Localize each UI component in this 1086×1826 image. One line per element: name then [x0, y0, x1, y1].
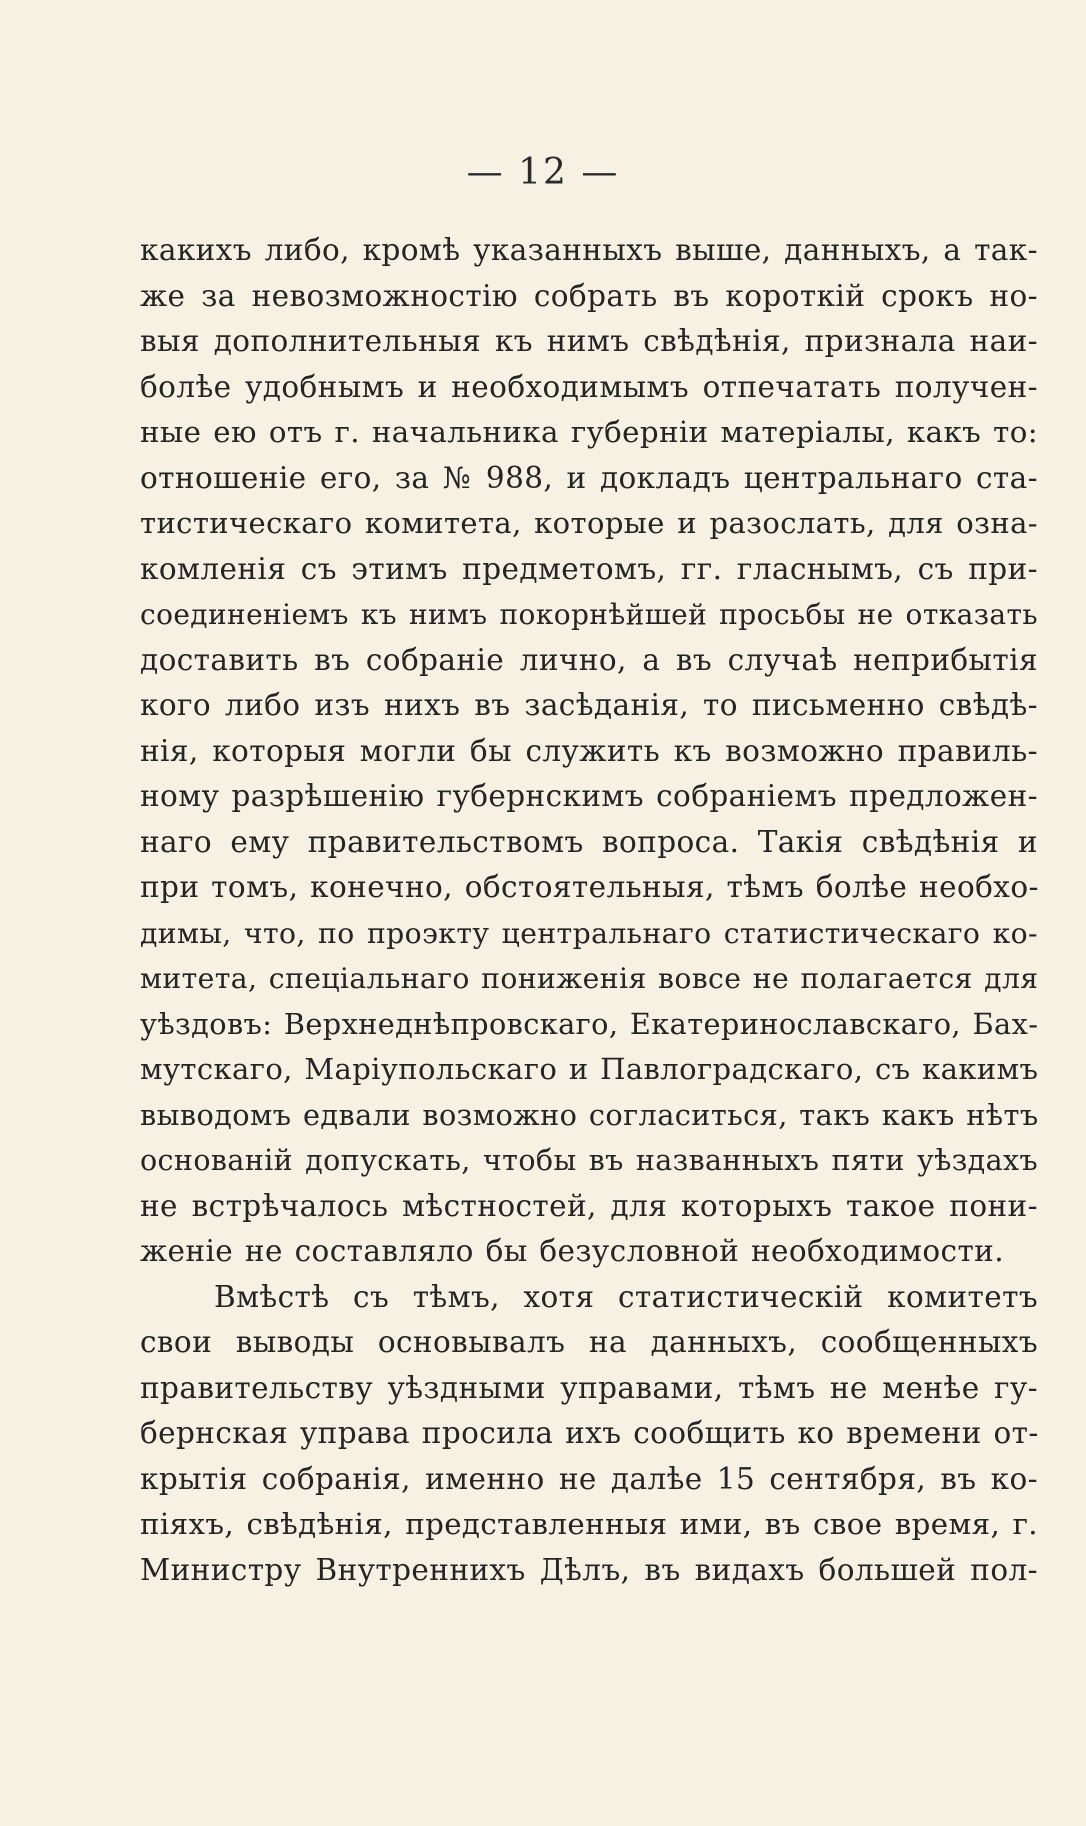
paragraph-1 [140, 228, 1038, 1275]
text-line: свои выводы основывалъ на данныхъ, сообщенныхъ [140, 1325, 1038, 1359]
text-line: уѣздовъ: Верхнеднѣпровскаго, Екатеринославскаго, Бах- [140, 1006, 1039, 1041]
text-line: димы, что, по проэкту центральнаго статистическаго ко- [140, 916, 1038, 950]
text-line: Министру Внутреннихъ Дѣлъ, въ видахъ большей пол- [140, 1552, 1038, 1587]
text-line: наго ему правительствомъ вопроса. Такія свѣдѣнія и [140, 824, 1038, 859]
text-line: комленія съ этимъ предметомъ, гг. гласнымъ, съ при- [140, 551, 1038, 586]
text-line: выя дополнительныя къ нимъ свѣдѣнія, признала наи- [140, 324, 1038, 358]
body-text [140, 228, 1038, 1593]
text-line: же за невозможностію собрать въ короткій срокъ но- [140, 278, 1038, 313]
page-number: — 12 — [466, 152, 620, 193]
text-line: правительству уѣздными управами, тѣмъ не менѣе гу- [140, 1370, 1038, 1405]
text-line: крытія собранія, именно не далѣе 15 сентября, въ ко- [140, 1461, 1038, 1496]
text-line: ные ею отъ г. начальника губерніи матеріалы, какъ то: [140, 415, 1038, 449]
text-line: при томъ, конечно, обстоятельныя, тѣмъ болѣе необхо- [140, 870, 1039, 904]
text-line: ному разрѣшенію губернскимъ собраніемъ предложен- [140, 779, 1038, 813]
text-line: тистическаго комитета, которые и разослать, для озна- [140, 506, 1038, 540]
text-line: соединеніемъ къ нимъ покорнѣйшей просьбы не отказать [140, 598, 1038, 631]
text-line: женіе не составляло бы безусловной необходимости. [140, 1234, 1004, 1268]
text-line: нія, которыя могли бы служить къ возможно правиль- [140, 733, 1038, 768]
text-line: отношеніе его, за № 988, и докладъ центральнаго ста- [140, 460, 1038, 495]
text-line: кого либо изъ нихъ въ засѣданія, то письменно свѣдѣ- [140, 688, 1038, 722]
text-line: болѣе удобнымъ и необходимымъ отпечатать получен- [140, 369, 1038, 404]
text-line: какихъ либо, кромѣ указанныхъ выше, данныхъ, а так- [140, 233, 1038, 267]
paragraph-2 [140, 1275, 1038, 1594]
text-line: мутскаго, Маріупольскаго и Павлоградскаго, съ какимъ [140, 1052, 1039, 1086]
text-line: доставить въ собраніе лично, а въ случаѣ неприбытія [140, 642, 1038, 677]
text-line: основаній допускать, чтобы въ названныхъ пяти уѣздахъ [140, 1144, 1038, 1177]
text-line: не встрѣчалось мѣстностей, для которыхъ такое пони- [140, 1188, 1038, 1223]
text-line: Вмѣстѣ съ тѣмъ, хотя статистическій комитетъ [214, 1279, 1038, 1314]
text-line: бернская управа просила ихъ сообщить ко времени от- [140, 1416, 1039, 1450]
text-line: митета, спеціальнаго пониженія вовсе не полагается для [140, 962, 1039, 995]
text-line: выводомъ едвали возможно согласиться, такъ какъ нѣтъ [140, 1097, 1039, 1132]
text-line: піяхъ, свѣдѣнія, представленныя ими, въ свое время, г. [140, 1507, 1038, 1541]
